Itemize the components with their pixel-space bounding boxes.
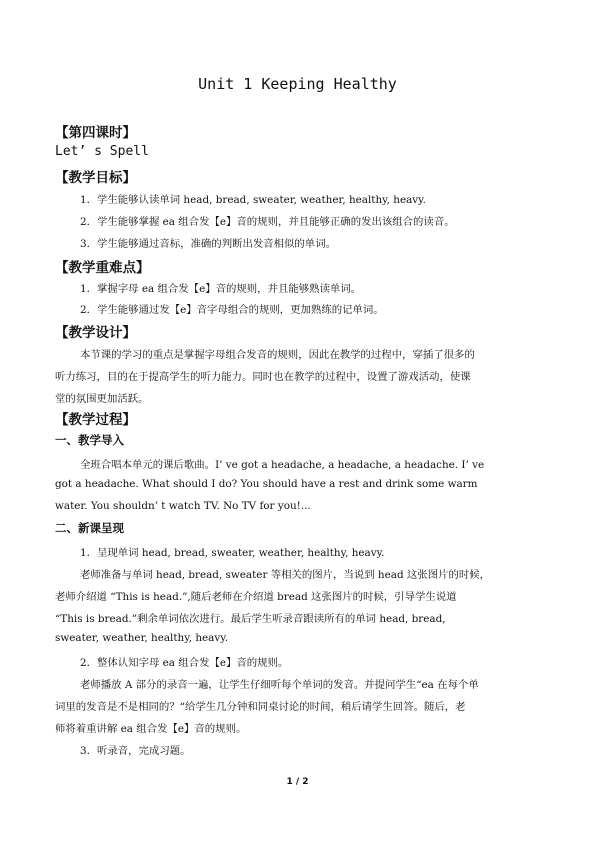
section-heading-intro: 一、教学导入 [55, 433, 124, 447]
goal-item: 1．学生能够认读单词 head, bread, sweater, weather, healthy, heavy. [80, 194, 426, 206]
document-title: Unit 1 Keeping Healthy [198, 75, 397, 93]
new-lesson-line: 师将着重讲解 ea 组合发【e】音的规则。 [55, 723, 247, 735]
new-lesson-line: sweater, weather, healthy, heavy. [55, 632, 229, 644]
lesson-heading: 【第四课时】 [55, 125, 136, 141]
new-lesson-line: “This is bread.”剩余单词依次进行。最后学生听录音跟读所有的单词 head, bread, [55, 613, 446, 625]
intro-line: 全班合唱本单元的课后歌曲。I’ ve got a headache, a headache, a headache. I’ ve [80, 459, 485, 471]
section-heading-new: 二、新课呈现 [55, 521, 124, 535]
intro-line: got a headache. What should I do? You should have a rest and drink some warm [55, 478, 478, 490]
lesson-subtitle: Let’ s Spell [55, 144, 149, 159]
goal-item: 3．学生能够通过音标，准确的判断出发音相似的单词。 [80, 238, 336, 250]
new-lesson-line: 3．听录音，完成习题。 [80, 745, 191, 757]
new-lesson-line: 老师介绍道 “This is head.”,随后老师在介绍道 bread 这张图片的时候，引导学生说道 [55, 591, 457, 603]
key-points-heading: 【教学重难点】 [55, 260, 150, 276]
design-heading: 【教学设计】 [55, 325, 136, 341]
design-line: 堂的氛围更加活跃。 [55, 393, 149, 405]
intro-line: water. You shouldn’ t watch TV. No TV for you!... [55, 500, 311, 512]
new-lesson-line: 老师播放 A 部分的录音一遍，让学生仔细听每个单词的发音。并提问学生“ea 在每个单 [80, 679, 479, 691]
page-number: 1 / 2 [286, 777, 309, 787]
new-lesson-line: 2．整体认知字母 ea 组合发【e】音的规则。 [80, 657, 289, 669]
new-lesson-line: 老师准备与单词 head, bread, sweater 等相关的图片，当说到 head 这张图片的时候， [80, 569, 491, 581]
goals-heading: 【教学目标】 [55, 170, 136, 186]
design-line: 听力练习，目的在于提高学生的听力能力。同时也在教学的过程中，设置了游戏活动，使课 [55, 371, 471, 383]
goal-item: 2．学生能够掌握 ea 组合发【e】音的规则，并且能够正确的发出该组合的读音。 [80, 216, 455, 228]
new-lesson-line: 1．呈现单词 head, bread, sweater, weather, healthy, heavy. [80, 547, 385, 559]
new-lesson-line: 词里的发音是不是相同的？“给学生几分钟和同桌讨论的时间，稍后请学生回答。随后，老 [55, 701, 466, 713]
key-point-item: 2．学生能够通过发【e】音字母组合的规则，更加熟练的记单词。 [80, 304, 384, 316]
process-heading: 【教学过程】 [55, 412, 136, 428]
key-point-item: 1．掌握字母 ea 组合发【e】音的规则，并且能够熟读单词。 [80, 283, 362, 295]
design-line: 本节课的学习的重点是掌握字母组合发音的规则，因此在教学的过程中，穿插了很多的 [80, 349, 475, 361]
